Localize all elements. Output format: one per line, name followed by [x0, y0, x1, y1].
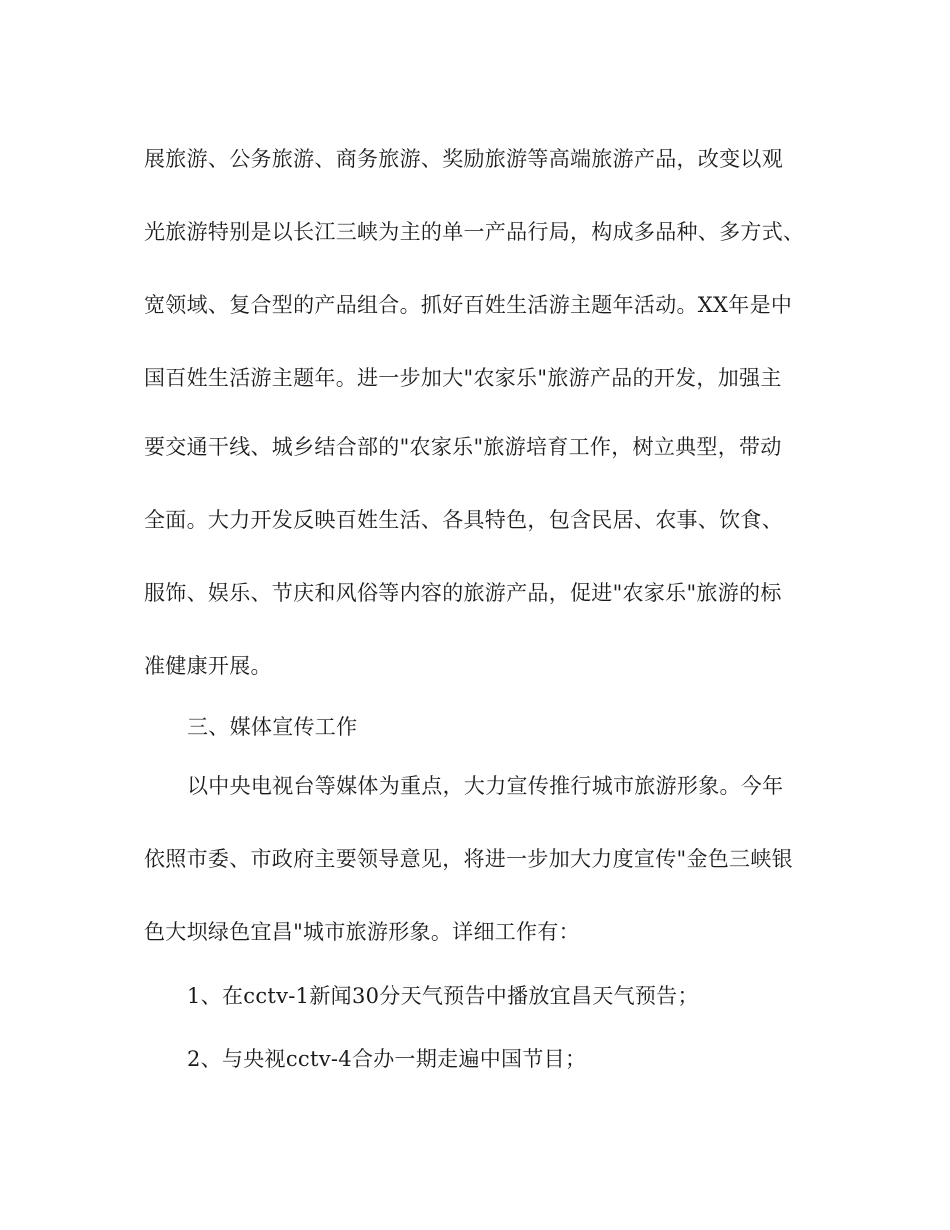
list-item: 1、在cctv-1新闻30分天气预告中播放宜昌天气预告；	[187, 984, 699, 1008]
section-heading: 三、媒体宣传工作	[187, 715, 358, 739]
paragraph-line: 依照市委、市政府主要领导意见，将进一步加大力度宣传"金色三峡银	[144, 847, 793, 871]
list-item: 2、与央视cctv-4合办一期走遍中国节目；	[187, 1047, 587, 1071]
paragraph-line: 要交通干线、城乡结合部的"农家乐"旅游培育工作，树立典型，带动	[144, 435, 782, 459]
paragraph-line: 准健康开展。	[144, 654, 272, 678]
paragraph-line: 色大坝绿色宜昌"城市旅游形象。详细工作有：	[144, 920, 580, 944]
paragraph-line: 以中央电视台等媒体为重点，大力宣传推行城市旅游形象。今年	[187, 774, 784, 798]
paragraph-line: 国百姓生活游主题年。进一步加大"农家乐"旅游产品的开发，加强主	[144, 366, 782, 390]
paragraph-line: 光旅游特别是以长江三峡为主的单一产品行局，构成多品种、多方式、	[144, 220, 805, 244]
paragraph-line: 展旅游、公务旅游、商务旅游、奖励旅游等高端旅游产品，改变以观	[144, 147, 783, 171]
paragraph-line: 全面。大力开发反映百姓生活、各具特色，包含民居、农事、饮食、	[144, 508, 783, 532]
paragraph-line: 服饰、娱乐、节庆和风俗等内容的旅游产品，促进"农家乐"旅游的标	[144, 581, 782, 605]
paragraph-line: 宽领域、复合型的产品组合。抓好百姓生活游主题年活动。XX年是中	[144, 293, 793, 317]
